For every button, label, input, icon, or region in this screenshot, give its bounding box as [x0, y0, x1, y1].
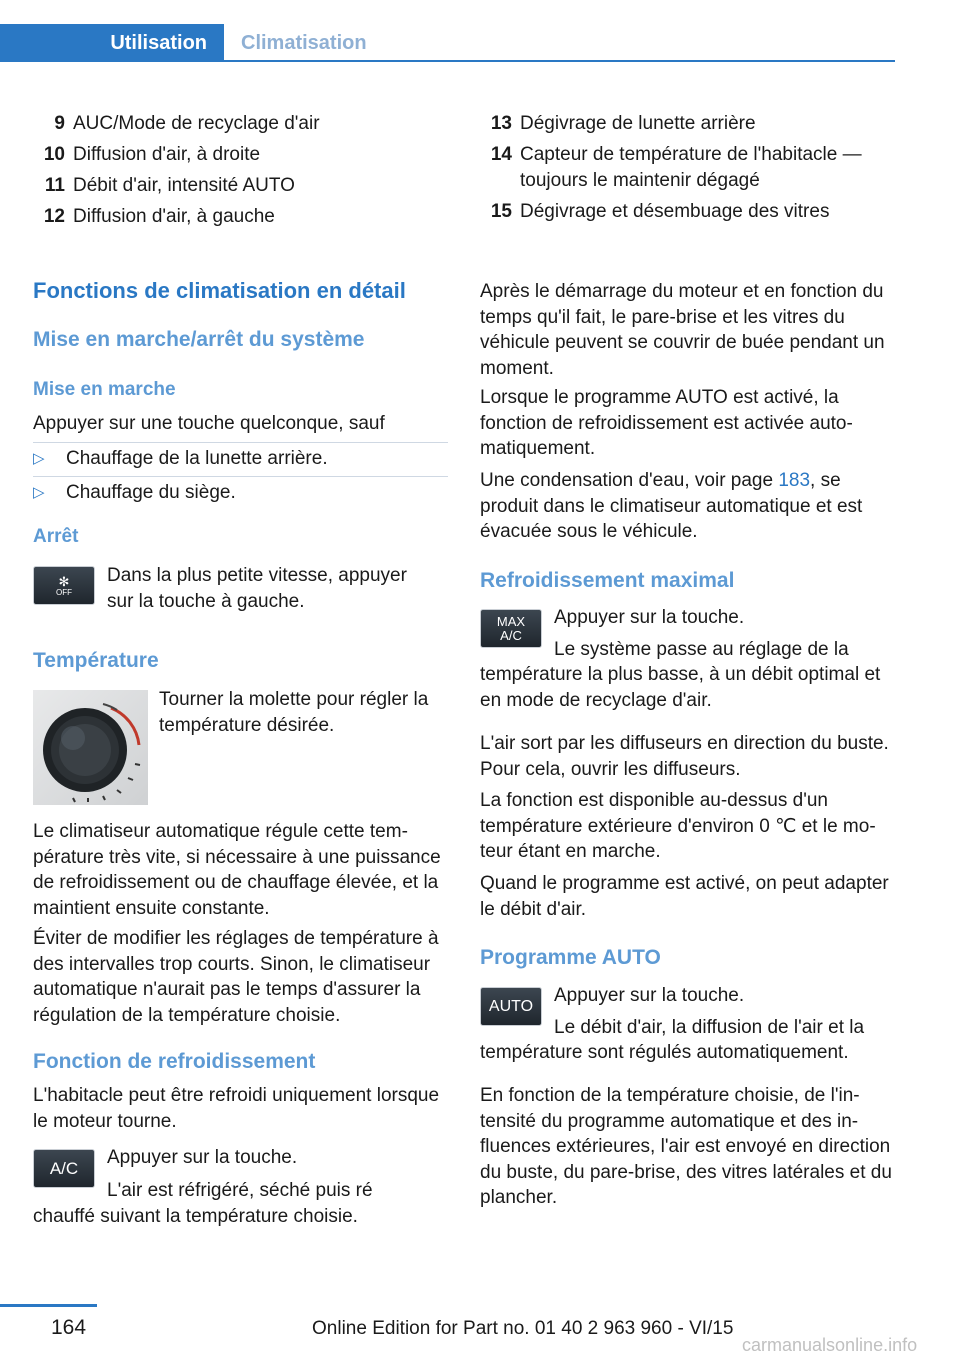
paragraph-buee: Après le démarrage du moteur et en fonction du temps qu'il fait, le pare-brise et les vitres du véhicule peuvent se couvrir de buée pendant un moment.: [480, 281, 885, 379]
list-item-text: Chauffage de la lunette arrière.: [66, 448, 328, 469]
text-max-result: Le système passe au réglage de la: [554, 639, 849, 660]
legend-text: Capteur de température de l'habitacle — toujours le maintenir dégagé: [520, 144, 862, 191]
legend-text: Débit d'air, intensité AUTO: [73, 175, 295, 196]
heading-temperature: Température: [33, 649, 159, 672]
page-number: 164: [51, 1316, 87, 1339]
max-label: MAX: [496, 613, 526, 629]
text-appuyer-ac: Appuyer sur la touche.: [107, 1147, 298, 1168]
heading-fonctions: Fonctions de climatisation en détail: [33, 278, 406, 303]
legend-text: Dégivrage de lunette arrière: [520, 113, 756, 134]
paragraph-disponibilite: La fonction est disponible au-dessus d'un température extérieure d'environ 0 ℃ et le moteur étant en marche.: [480, 790, 876, 862]
triangle-bullet-icon: ▷: [33, 450, 45, 467]
text-ac-result: L'air est réfrigéré, séché puis ré: [107, 1180, 373, 1201]
footer-rule: [0, 1304, 97, 1307]
ac-button[interactable]: A/C: [33, 1149, 95, 1188]
heading-arret: Arrêt: [33, 526, 79, 547]
legend-left: [33, 111, 453, 235]
ac-label: A/C: [500, 627, 522, 643]
text-appuyer-auto: Appuyer sur la touche.: [554, 985, 745, 1006]
tab-climatisation[interactable]: Climatisation: [241, 32, 367, 54]
bullet-list: [33, 442, 448, 505]
paragraph-regulation: Le climatiseur automatique régule cette température très vite, si nécessaire à une puissance de refroidissement ou de chauffage élevée, et la maintient ensuite constante.: [33, 821, 441, 919]
max-ac-button[interactable]: [480, 609, 542, 648]
paragraph-auto-refroidissement: Lorsque le programme AUTO est activé, la fonction de refroidissement est activée automatiquement.: [480, 387, 853, 459]
paragraph-diffuseurs: L'air sort par les diffuseurs en direction du buste. Pour cela, ouvrir les diffuseurs.: [480, 733, 889, 780]
heading-marche-arret: Mise en marche/arrêt du système: [33, 328, 365, 351]
fan-off-button[interactable]: [33, 566, 95, 605]
legend-right: [480, 111, 900, 230]
legend-text: AUC/Mode de recyclage d'air: [73, 113, 320, 134]
paragraph-refroidissement: L'habitacle peut être refroidi uniquement lorsque le moteur tourne.: [33, 1085, 440, 1132]
legend-number: 11: [44, 175, 65, 196]
legend-item: [480, 142, 900, 194]
list-item-text: Chauffage du siège.: [66, 481, 236, 503]
temperature-knob-image: [33, 690, 148, 805]
paragraph-condensation: Une condensation d'eau, voir page 183, se produit dans le climatiseur automatique et est évacuée sous le véhicule.: [480, 470, 863, 542]
fan-icon: ✻: [58, 573, 70, 589]
auto-button[interactable]: AUTO: [480, 987, 542, 1026]
heading-refroidissement: Fonction de refroidissement: [33, 1050, 316, 1073]
page-header: [0, 24, 895, 62]
triangle-bullet-icon: ▷: [33, 483, 45, 501]
text-auto-result: Le débit d'air, la diffusion de l'air et la: [554, 1017, 865, 1038]
text-appuyer-max: Appuyer sur la touche.: [554, 607, 745, 628]
temperature-knob-icon: [33, 690, 148, 805]
legend-item: [480, 111, 900, 137]
legend-number: 12: [43, 206, 65, 227]
legend-text: Diffusion d'air, à droite: [73, 144, 261, 165]
list-item: [33, 477, 448, 506]
text-arret: Dans la plus petite vitesse, appuyer sur la touche à gauche.: [107, 565, 407, 612]
tab-utilisation[interactable]: Utilisation: [0, 24, 224, 62]
heading-programme-auto: Programme AUTO: [480, 946, 661, 969]
legend-item: [480, 199, 900, 225]
paragraph-debit: Quand le programme est activé, on peut adapter le débit d'air.: [480, 873, 889, 920]
text-temperature: Tourner la molette pour régler la température désirée.: [159, 689, 429, 736]
list-item: [33, 443, 448, 476]
legend-number: 13: [490, 113, 512, 134]
off-label: OFF: [56, 587, 72, 597]
text-auto-result-cont: température sont régulés automatiquement.: [480, 1042, 849, 1063]
legend-item: [33, 142, 453, 168]
legend-item: [33, 173, 453, 199]
text-mise-en-marche: Appuyer sur une touche quelconque, sauf: [33, 413, 385, 434]
heading-refroidissement-maximal: Refroidissement maximal: [480, 569, 735, 592]
text-ac-result-cont: chauffé suivant la température choisie.: [33, 1206, 358, 1227]
page-link[interactable]: 183: [778, 470, 811, 491]
legend-number: 14: [490, 144, 512, 165]
paragraph-distribution: En fonction de la température choisie, de l'intensité du programme automatique et des influences extérieures, l'air est envoyé en direction du buste, du pare-brise, des vitres latérales et du plancher.: [480, 1085, 892, 1208]
heading-mise-en-marche: Mise en marche: [33, 379, 176, 400]
legend-text: Dégivrage et désembuage des vitres: [520, 201, 830, 222]
legend-number: 10: [43, 144, 65, 165]
header-rule: [0, 60, 895, 62]
legend-item: [33, 204, 453, 230]
legend-item: [33, 111, 453, 137]
paragraph-avertissement: Éviter de modifier les réglages de température à des intervalles trop courts. Sinon, le climatiseur automatique n'aurait pas le temps d'assurer la régulation de la température choisie.: [33, 928, 439, 1026]
legend-number: 9: [54, 113, 65, 134]
text-max-result-cont: température la plus basse, à un débit optimal et en mode de recyclage d'air.: [480, 664, 881, 711]
edition-note: Online Edition for Part no. 01 40 2 963 960 - VI/15: [312, 1318, 734, 1339]
legend-text: Diffusion d'air, à gauche: [73, 206, 275, 227]
legend-number: 15: [490, 201, 512, 222]
watermark: carmanualsonline.info: [742, 1335, 918, 1355]
